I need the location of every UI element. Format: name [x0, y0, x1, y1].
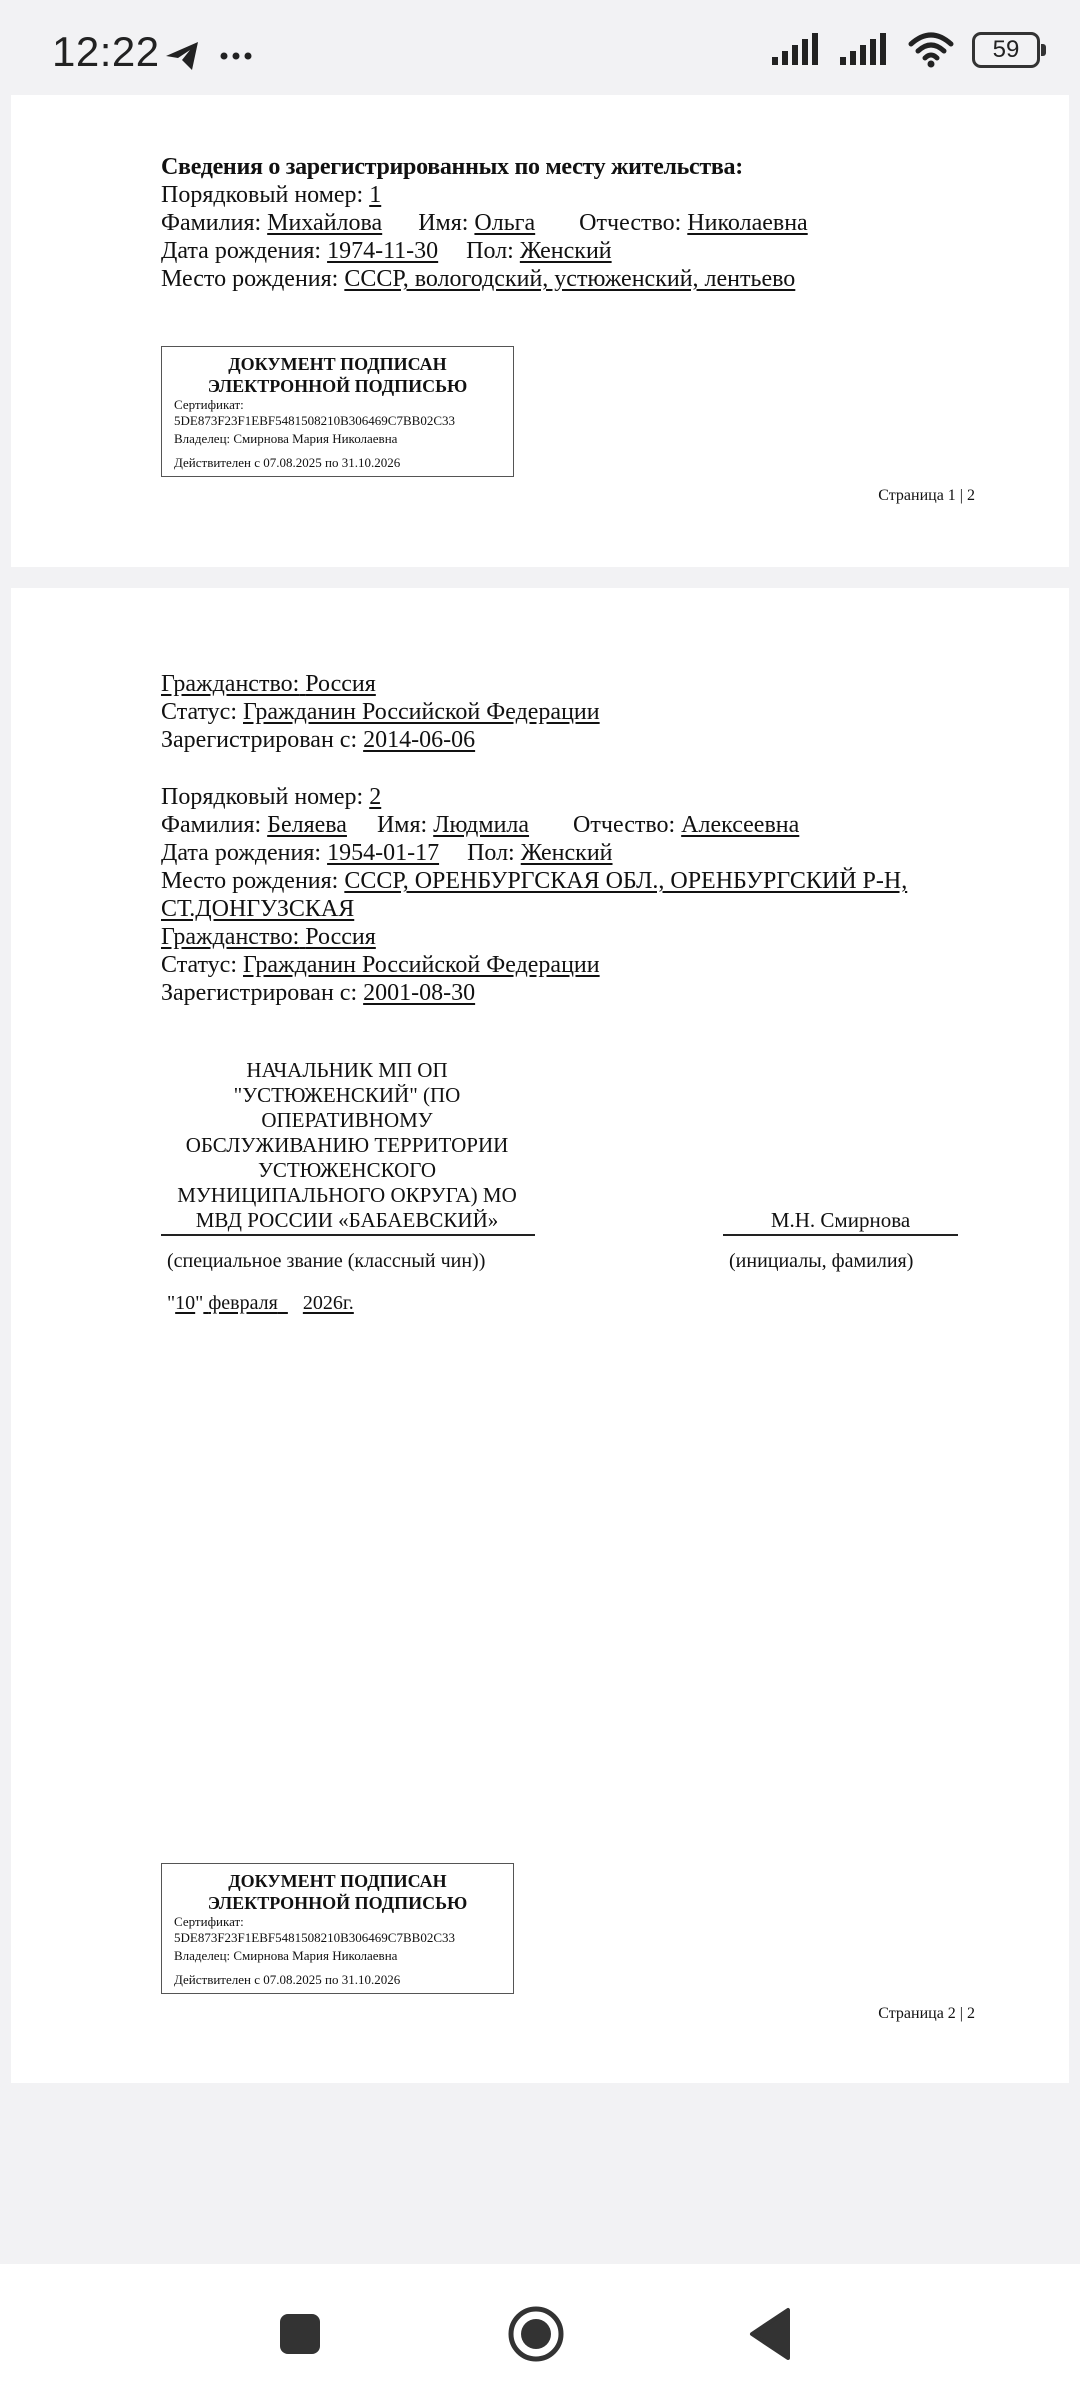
stamp-valid: Действителен с 07.08.2025 по 31.10.2026 [174, 455, 401, 470]
ordinal-value: 2 [369, 784, 382, 810]
birthplace-label: Место рождения: [161, 868, 339, 894]
status-time: 12:22 [52, 28, 160, 75]
birth-row [161, 839, 613, 867]
patronymic-value: Николаевна [687, 210, 808, 236]
home-circle-icon [496, 2294, 576, 2374]
patronymic-label: Отчество: [573, 812, 676, 838]
birth-value: 1974-11-30 [327, 238, 439, 264]
status-left-icons [164, 36, 264, 81]
birth-value: 1954-01-17 [327, 840, 440, 866]
registered-label: Зарегистрирован с: [161, 727, 358, 753]
fio-row [161, 811, 799, 839]
birthplace-row [161, 265, 795, 293]
stamp-cert: 5DE873F23F1EBF5481508210B306469C7BB02C33 [174, 413, 455, 428]
status-label: Статус: [161, 699, 237, 725]
document-page-2 [11, 588, 1069, 2083]
citizenship-label: Гражданство: [161, 924, 300, 950]
stamp-cert-label: Сертификат: [174, 1914, 244, 1929]
name-label: Имя: [418, 210, 469, 236]
status-row [161, 951, 600, 979]
rank-caption: (специальное звание (классный чин)) [167, 1250, 486, 1272]
ordinal-row [161, 181, 381, 209]
document-page-1 [11, 95, 1069, 567]
stamp-owner: Владелец: Смирнова Мария Николаевна [174, 1948, 398, 1963]
ordinal-row [161, 783, 381, 811]
status-value: Гражданин Российской Федерации [243, 699, 600, 725]
birth-label: Дата рождения: [161, 840, 322, 866]
name-signature-line [723, 1234, 958, 1236]
surname-label: Фамилия: [161, 812, 262, 838]
stamp-cert: 5DE873F23F1EBF5481508210B306469C7BB02C33 [174, 1930, 455, 1945]
registered-row [161, 726, 475, 754]
home-button[interactable] [496, 2294, 576, 2374]
e-signature-stamp [161, 346, 514, 477]
birthplace-value-cont: СТ.ДОНГУЗСКАЯ [161, 896, 355, 922]
sex-value: Женский [520, 840, 613, 866]
navigation-bar [0, 2264, 1080, 2400]
back-triangle-icon [730, 2294, 810, 2374]
signal-icon [840, 33, 890, 67]
surname-value: Беляева [267, 812, 347, 838]
ordinal-label: Порядковый номер: [161, 784, 364, 810]
sex-label: Пол: [466, 238, 514, 264]
name-value: Людмила [433, 812, 530, 838]
surname-label: Фамилия: [161, 210, 262, 236]
signer-position: НАЧАЛЬНИК МП ОП "УСТЮЖЕНСКИЙ" (ПО ОПЕРАТИВНОМУ ОБСЛУЖИВАНИЮ ТЕРРИТОРИИ УСТЮЖЕНСКОГО МУНИЦИПАЛЬНОГО ОКРУГА) МО МВД РОССИИ «БАБАЕВСКИЙ» [177, 1058, 517, 1232]
status-bar [0, 0, 1080, 95]
citizenship-label: Гражданство: [161, 671, 300, 697]
stamp-title: ДОКУМЕНТ ПОДПИСАН ЭЛЕКТРОННОЙ ПОДПИСЬЮ [207, 354, 468, 396]
status-value: Гражданин Российской Федерации [243, 952, 600, 978]
back-button[interactable] [730, 2294, 810, 2374]
signer-name: М.Н. Смирнова [770, 1208, 911, 1232]
sex-value: Женский [519, 238, 612, 264]
page-number: Страница 1 | 2 [878, 487, 975, 504]
ordinal-value: 1 [369, 182, 382, 208]
patronymic-value: Алексеевна [681, 812, 800, 838]
stamp-owner: Владелец: Смирнова Мария Николаевна [174, 431, 398, 446]
telegram-icon [166, 42, 198, 70]
birthplace-row-2 [161, 895, 354, 923]
ordinal-label: Порядковый номер: [161, 182, 364, 208]
stamp-cert-label: Сертификат: [174, 397, 244, 412]
section-heading: Сведения о зарегистрированных по месту жительства: [161, 154, 743, 180]
name-value: Ольга [474, 210, 536, 236]
sex-label: Пол: [467, 840, 515, 866]
initials-caption: (инициалы, фамилия) [729, 1250, 914, 1272]
patronymic-label: Отчество: [579, 210, 682, 236]
signature-date: "10" февраля 2026г. [167, 1292, 354, 1314]
name-label: Имя: [376, 812, 428, 838]
registered-value: 2001-08-30 [363, 980, 476, 1006]
position-signature-line [161, 1234, 535, 1236]
birthplace-value: СССР, ОРЕНБУРГСКАЯ ОБЛ., ОРЕНБУРГСКИЙ Р-Н, [344, 868, 908, 894]
date-year: 2026г. [302, 1292, 354, 1314]
date-day: 10 [175, 1292, 196, 1314]
citizenship-row [161, 670, 376, 698]
square-icon [260, 2294, 340, 2374]
fio-row [161, 209, 808, 237]
citizenship-value: Россия [305, 671, 376, 697]
registered-label: Зарегистрирован с: [161, 980, 358, 1006]
more-icon [221, 53, 252, 60]
registered-row [161, 979, 475, 1007]
surname-value: Михайлова [267, 210, 383, 236]
date-month: февраля [208, 1292, 278, 1314]
citizenship-row [161, 923, 376, 951]
birthplace-label: Место рождения: [161, 266, 339, 292]
registered-value: 2014-06-06 [363, 727, 476, 753]
birthplace-row [161, 867, 907, 895]
birthplace-value: СССР, вологодский, устюженский, лентьево [344, 266, 796, 292]
status-row [161, 698, 600, 726]
citizenship-value: Россия [305, 924, 376, 950]
status-right-icons [772, 32, 1040, 68]
battery-icon: 59 [972, 32, 1040, 68]
birth-label: Дата рождения: [161, 238, 322, 264]
page-number: Страница 2 | 2 [878, 2005, 975, 2022]
stamp-title: ДОКУМЕНТ ПОДПИСАН ЭЛЕКТРОННОЙ ПОДПИСЬЮ [207, 1871, 468, 1913]
recents-button[interactable] [260, 2294, 340, 2374]
wifi-icon [908, 32, 954, 68]
birth-row [161, 237, 612, 265]
signal-icon [772, 33, 822, 67]
stamp-valid: Действителен с 07.08.2025 по 31.10.2026 [174, 1972, 401, 1987]
status-label: Статус: [161, 952, 237, 978]
e-signature-stamp [161, 1863, 514, 1994]
